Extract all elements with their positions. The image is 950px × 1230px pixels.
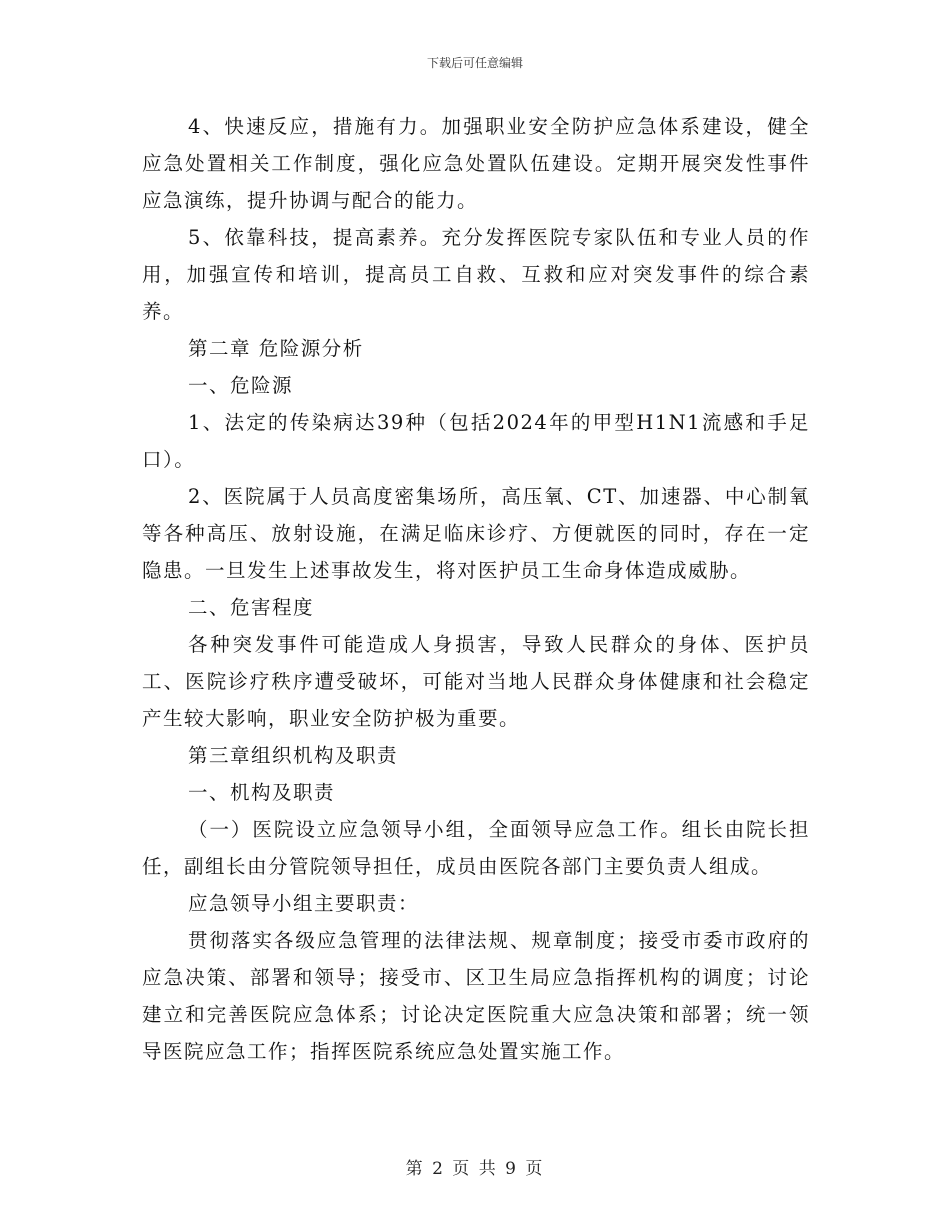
paragraph-leadership-group: （一）医院设立应急领导小组，全面领导应急工作。组长由院长担任，副组长由分管院领导担任，成员由医院各部门主要负责人组成。 xyxy=(142,818,810,878)
paragraph-duties-heading: 应急领导小组主要职责： xyxy=(188,892,420,915)
paragraph-measure-5: 5、依靠科技，提高素养。充分发挥医院专家队伍和专业人员的作用，加强宣传和培训，提高员工自救、互救和应对突发事件的综合素养。 xyxy=(142,226,810,323)
section-hazard-sources-heading: 一、危险源 xyxy=(188,374,294,397)
paragraph-hazard-1: 1、法定的传染病达39种（包括2024年的甲型H1N1流感和手足口）。 xyxy=(142,411,810,471)
header-note: 下载后可任意编辑 xyxy=(426,56,523,70)
chapter-3-heading: 第三章组织机构及职责 xyxy=(188,744,399,767)
paragraph-hazard-2: 2、医院属于人员高度密集场所，高压氧、CT、加速器、中心制氧等各种高压、放射设施，在满足临床诊疗、方便就医的同时，存在一定隐患。一旦发生上述事故发生，将对医护员工生命身体造成威胁。 xyxy=(142,485,810,582)
page-number-footer: 第 2 页 共 9 页 xyxy=(405,1159,545,1179)
chapter-2-heading: 第二章 危险源分析 xyxy=(188,337,364,360)
paragraph-hazard-degree: 各种突发事件可能造成人身损害，导致人民群众的身体、医护员工、医院诊疗秩序遭受破坏，可能对当地人民群众身体健康和社会稳定产生较大影响，职业安全防护极为重要。 xyxy=(142,633,810,730)
paragraph-measure-4: 4、快速反应，措施有力。加强职业安全防护应急体系建设，健全应急处置相关工作制度，强化应急处置队伍建设。定期开展突发性事件应急演练，提升协调与配合的能力。 xyxy=(142,115,810,212)
section-hazard-degree-heading: 二、危害程度 xyxy=(188,596,315,619)
paragraph-duties-detail: 贯彻落实各级应急管理的法律法规、规章制度；接受市委市政府的应急决策、部署和领导；接受市、区卫生局应急指挥机构的调度；讨论建立和完善医院应急体系；讨论决定医院重大应急决策和部署；统一领导医院应急工作；指挥医院系统应急处置实施工作。 xyxy=(142,929,810,1063)
document-body xyxy=(142,108,810,1070)
section-organization-heading: 一、机构及职责 xyxy=(188,781,336,804)
